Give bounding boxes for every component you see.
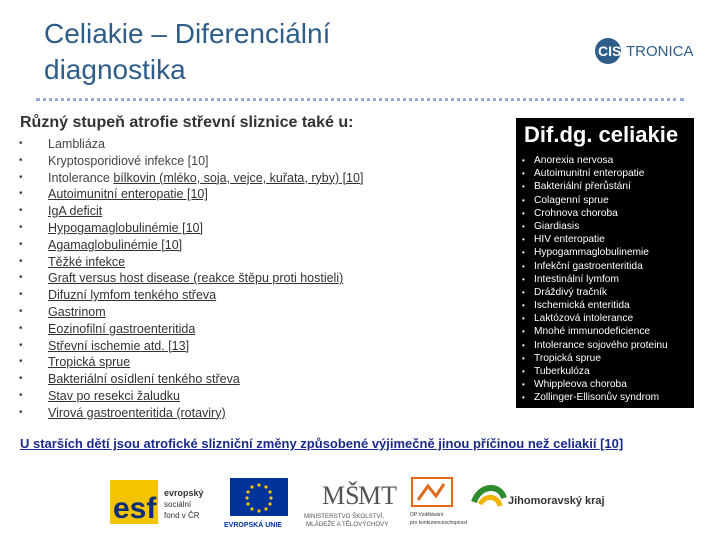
section-subtitle: Různý stupeň atrofie střevní sliznice také u: — [20, 114, 354, 131]
cistronica-logo — [594, 36, 706, 66]
bullet-icon: • — [522, 156, 525, 165]
list-item — [18, 153, 363, 170]
bullet-icon: • — [19, 138, 23, 149]
panel-list-item — [522, 220, 668, 233]
panel-list-item — [522, 299, 668, 312]
eu-logo — [222, 474, 296, 530]
bullet-icon: • — [522, 327, 525, 337]
bullet-icon: • — [522, 261, 525, 271]
list-item — [18, 220, 363, 237]
list-item-underlined-text: bílkovin (mléko, soja, vejce, kuřata, ryby) [10] — [113, 170, 364, 185]
bullet-icon: • — [19, 389, 23, 401]
bullet-icon: • — [19, 188, 23, 200]
bullet-icon: • — [19, 373, 23, 385]
esf-line-2: sociální — [164, 500, 192, 509]
panel-item-label: Giardiasis — [534, 220, 580, 232]
bullet-icon: • — [522, 393, 525, 403]
bullet-icon: • — [19, 339, 23, 351]
bullet-icon: • — [19, 221, 23, 233]
bullet-icon: • — [522, 274, 525, 284]
panel-list-item — [522, 312, 668, 325]
list-item-underlined-text: Hypogamaglobulinémie [10] — [48, 220, 203, 235]
op-line-1: OP Vzdělávání — [410, 512, 444, 518]
list-item-underlined-text: Stav po resekci žaludku — [48, 388, 181, 403]
bullet-icon: • — [522, 235, 525, 245]
esf-line-3: fond v ČR — [164, 511, 200, 520]
svg-text:MŠ: MŠ — [322, 481, 360, 510]
bullet-icon: • — [522, 221, 525, 231]
list-item-underlined-text: Bakteriální osídlení tenkého střeva — [48, 372, 240, 387]
page-title — [44, 16, 330, 88]
panel-item-label: Laktózová intolerance — [534, 313, 634, 325]
kraj-logo — [470, 474, 630, 530]
panel-list-item — [522, 260, 668, 273]
panel-list-item — [522, 194, 668, 207]
list-item — [18, 287, 363, 304]
bullet-icon: • — [522, 195, 525, 205]
panel-list-item — [522, 365, 668, 378]
bullet-icon: • — [19, 255, 23, 267]
bullet-icon: • — [19, 356, 23, 368]
list-item-text: Kryptosporidiové infekce [10] — [48, 153, 209, 168]
panel-item-label: Hypogammaglobulinemie — [534, 247, 649, 259]
list-item — [18, 186, 363, 203]
bullet-icon: • — [19, 272, 23, 284]
panel-item-label: Bakteriální přerůstání — [534, 181, 631, 193]
bullet-icon: • — [522, 301, 525, 311]
eu-label: EVROPSKÁ UNIE — [224, 522, 282, 529]
bullet-icon: • — [19, 289, 23, 301]
panel-list-item — [522, 378, 668, 391]
funding-logos — [110, 474, 630, 530]
panel-list-item — [522, 391, 668, 404]
msmt-logo — [300, 474, 406, 530]
panel-item-label: Intolerance sojového proteinu — [534, 339, 668, 351]
bullet-icon: • — [522, 287, 525, 297]
svg-text:MT: MT — [358, 481, 397, 510]
list-item-underlined-text: Eozinofilní gastroenteritida — [48, 321, 196, 336]
bullet-icon: • — [19, 171, 23, 183]
panel-list-item — [522, 207, 668, 220]
panel-item-label: Whippleova choroba — [534, 379, 627, 391]
list-item — [18, 405, 363, 422]
bullet-icon: • — [522, 314, 525, 324]
esf-line-1: evropský — [164, 488, 204, 498]
logo-text-a: CIS — [598, 43, 622, 59]
msmt-line-1: MINISTERSTVO ŠKOLSTVÍ, — [304, 513, 385, 520]
panel-item-label: Dráždivý tračník — [534, 286, 608, 298]
panel-item-label: Zollinger-Ellisonův syndrom — [534, 392, 660, 404]
list-item-underlined-text: Tropická sprue — [48, 355, 131, 370]
title-line-2: diagnostika — [44, 54, 186, 85]
list-item — [18, 254, 363, 271]
list-item — [18, 170, 363, 187]
panel-list-item — [522, 246, 668, 259]
bullet-icon: • — [522, 353, 525, 363]
list-item-underlined-text: Virová gastroenteritida (rotaviry) — [48, 405, 226, 420]
differential-list — [18, 136, 363, 422]
panel-item-label: Crohnova choroba — [534, 207, 618, 219]
bullet-icon: • — [522, 340, 525, 350]
panel-item-label: Anorexia nervosa — [534, 155, 614, 166]
panel-item-label: Tropická sprue — [534, 352, 601, 364]
list-item — [18, 371, 363, 388]
panel-list — [522, 154, 668, 405]
panel-list-item — [522, 339, 668, 352]
list-item-underlined-text: Graft versus host disease (reakce štěpu proti hostieli) — [48, 271, 344, 286]
panel-list-item — [522, 233, 668, 246]
bullet-icon: • — [19, 406, 23, 418]
list-item — [18, 237, 363, 254]
op-line-2: pro konkurenceschopnost — [410, 520, 468, 526]
bullet-icon: • — [19, 305, 23, 317]
panel-item-label: HIV enteropatie — [534, 234, 605, 246]
bullet-icon: • — [522, 248, 525, 258]
bullet-icon: • — [19, 154, 23, 166]
list-item-underlined-text: Difuzní lymfom tenkého střeva — [48, 288, 217, 303]
dif-dg-panel — [516, 118, 694, 408]
list-item-text: Lambliáza — [48, 137, 105, 151]
panel-list-item — [522, 325, 668, 338]
panel-list-item — [522, 273, 668, 286]
list-item — [18, 270, 363, 287]
bullet-icon: • — [522, 380, 525, 390]
list-item — [18, 388, 363, 405]
panel-item-label: Autoimunitní enteropatie — [534, 168, 645, 180]
bullet-icon: • — [522, 208, 525, 218]
panel-list-item — [522, 180, 668, 193]
list-item-underlined-text: Střevní ischemie atd. [13] — [48, 338, 190, 353]
list-item-text: Intolerance — [48, 170, 114, 185]
panel-list-item — [522, 352, 668, 365]
kraj-label: Jihomoravský kraj — [508, 495, 605, 507]
list-item-underlined-text: Gastrinom — [48, 304, 106, 319]
bullet-icon: • — [522, 367, 525, 376]
list-item — [18, 321, 363, 338]
list-item — [18, 136, 363, 153]
list-item-underlined-text: Těžké infekce — [48, 254, 126, 269]
panel-item-label: Colagenní sprue — [534, 194, 609, 206]
op-logo — [408, 474, 468, 530]
msmt-line-2: MLÁDEŽE A TĚLOVÝCHOVY — [306, 521, 389, 528]
bullet-icon: • — [522, 169, 525, 179]
bullet-icon: • — [19, 205, 23, 217]
footer-note: U starších dětí jsou atrofické slizniční změny způsobené výjimečně jinou příčinou než celiakií [10] — [20, 436, 624, 451]
panel-item-label: Tuberkulóza — [534, 366, 590, 377]
panel-list-item — [522, 286, 668, 299]
esf-logo — [110, 474, 220, 530]
bullet-icon: • — [522, 182, 525, 192]
list-item-underlined-text: Autoimunitní enteropatie [10] — [48, 187, 208, 202]
panel-item-label: Mnohé immunodeficience — [534, 326, 651, 338]
list-item — [18, 338, 363, 355]
list-item-underlined-text: Agamaglobulinémie [10] — [48, 237, 183, 252]
svg-text:esf: esf — [113, 492, 157, 525]
title-divider — [36, 98, 684, 101]
bullet-icon: • — [19, 322, 23, 334]
bullet-icon: • — [19, 238, 23, 250]
panel-list-item — [522, 154, 668, 167]
panel-item-label: Infekční gastroenteritida — [534, 260, 643, 272]
list-item — [18, 354, 363, 371]
panel-item-label: Intestinální lymfom — [534, 273, 619, 285]
panel-item-label: Ischemická enteritida — [534, 300, 630, 312]
logo-text-b: TRONICA — [626, 43, 694, 60]
list-item — [18, 304, 363, 321]
list-item-underlined-text: IgA deficit — [48, 204, 103, 219]
panel-list-item — [522, 167, 668, 180]
list-item — [18, 203, 363, 220]
title-line-1: Celiakie – Diferenciální — [44, 18, 331, 49]
panel-title: Dif.dg. celiakie — [524, 122, 679, 147]
